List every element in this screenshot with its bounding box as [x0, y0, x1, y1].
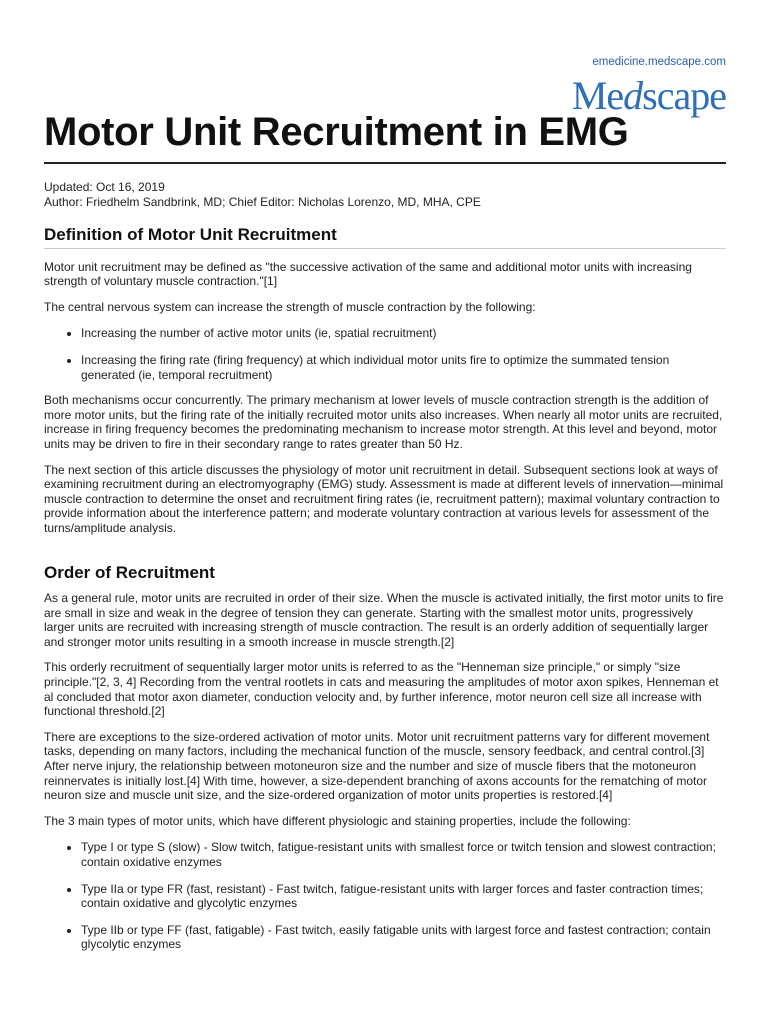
- logo-part-scape: scape: [642, 73, 726, 118]
- bullet-list: [44, 326, 726, 382]
- list-item: • Increasing the number of active motor units (ie, spatial recruitment): [81, 326, 726, 341]
- author-line: Author: Friedhelm Sandbrink, MD; Chief Editor: Nicholas Lorenzo, MD, MHA, CPE: [44, 195, 481, 209]
- paragraph: Motor unit recruitment may be defined as "the successive activation of the same and additional motor units with increasing strength of voluntary muscle contraction."[1]: [44, 259, 692, 289]
- paragraph: This orderly recruitment of sequentially larger motor units is referred to as the "Henneman size principle," or simply "size principle."[2, 3, 4] Recording from the ventral rootlets in cats and measuring the amplitudes of motor axon spikes, Henneman et al concluded that motor axon diameter, conduction velocity and, by further inference, motor neuron cell size all increase with functional threshold.[2]: [44, 660, 719, 719]
- article-body: [44, 224, 726, 964]
- logo-part-me: Me: [571, 73, 624, 118]
- list-item: • Type IIa or type FR (fast, resistant) - Fast twitch, fatigue-resistant units with larger forces and faster contraction times; contain oxidative and glycolytic enzymes: [81, 882, 726, 911]
- list-item: • Increasing the firing rate (firing frequency) at which individual motor units fire to optimize the summated tension generated (ie, temporal recruitment): [81, 353, 726, 382]
- list-item: • Type IIb or type FF (fast, fatigable) - Fast twitch, easily fatigable units with largest force and fastest contraction; contain glycolytic enzymes: [81, 923, 726, 952]
- section-heading: Order of Recruitment: [44, 562, 215, 582]
- paragraph: The next section of this article discusses the physiology of motor unit recruitment in detail. Subsequent sections look at ways of examining recruitment during an electromyography (EMG) study. Assessment is made at different levels of innervation—minimal muscle contraction to determine the onset and recruitment firing rates (ie, recruitment pattern); maximal voluntary contraction to provide information about the interference pattern; and moderate voluntary contraction at various levels for assessment of the turns/amplitude analysis.: [44, 462, 724, 535]
- bullet-list: [44, 840, 726, 952]
- title-divider: [44, 162, 726, 164]
- paragraph: The 3 main types of motor units, which have different physiologic and staining properties, include the following:: [44, 813, 631, 828]
- page-title: Motor Unit Recruitment in EMG: [44, 110, 629, 154]
- section-order-of-recruitment: [44, 562, 726, 952]
- paragraph: Both mechanisms occur concurrently. The primary mechanism at lower levels of muscle contraction strength is the addition of more motor units, but the firing rate of the initially recruited motor units also increases. When nearly all motor units are recruited, increase in firing frequency becomes the predominating mechanism to increase motor strength. At this level and beyond, motor units may be driven to fire in their secondary range to rates greater than 50 Hz.: [44, 393, 723, 451]
- section-definition: [44, 225, 726, 536]
- logo-part-d: d: [623, 73, 643, 118]
- site-url[interactable]: emedicine.medscape.com: [592, 56, 726, 68]
- section-heading: Definition of Motor Unit Recruitment: [44, 228, 726, 249]
- paragraph: There are exceptions to the size-ordered activation of motor units. Motor unit recruitment patterns vary for different movement tasks, depending on many factors, including the mechanical function of the muscle, sensory feedback, and central control.[3] After nerve injury, the relationship between motoneuron size and the number and size of muscle fibers that the motoneuron reinnervates is initially lost.[4] With time, however, a size-dependent branching of axons accounts for the rematching of motor neuron size and muscle unit size, and the size-ordered organization of motor units properties is restored.[4]: [44, 729, 710, 803]
- updated-date: Updated: Oct 16, 2019: [44, 180, 165, 194]
- paragraph: As a general rule, motor units are recruited in order of their size. When the muscle is activated initially, the first motor units to fire are small in size and weak in the degree of tension they can generate. Starting with the smallest motor units, progressively larger units are recruited with increasing strength of muscle contraction. The result is an orderly addition of sequentially larger and stronger motor units resulting in a smooth increase in muscle strength.[2]: [44, 591, 724, 649]
- paragraph: The central nervous system can increase the strength of muscle contraction by the following:: [44, 299, 536, 314]
- list-item: • Type I or type S (slow) - Slow twitch, fatigue-resistant units with smallest force or twitch tension and slowest contraction; contain oxidative enzymes: [81, 840, 726, 869]
- article-meta: [44, 180, 726, 210]
